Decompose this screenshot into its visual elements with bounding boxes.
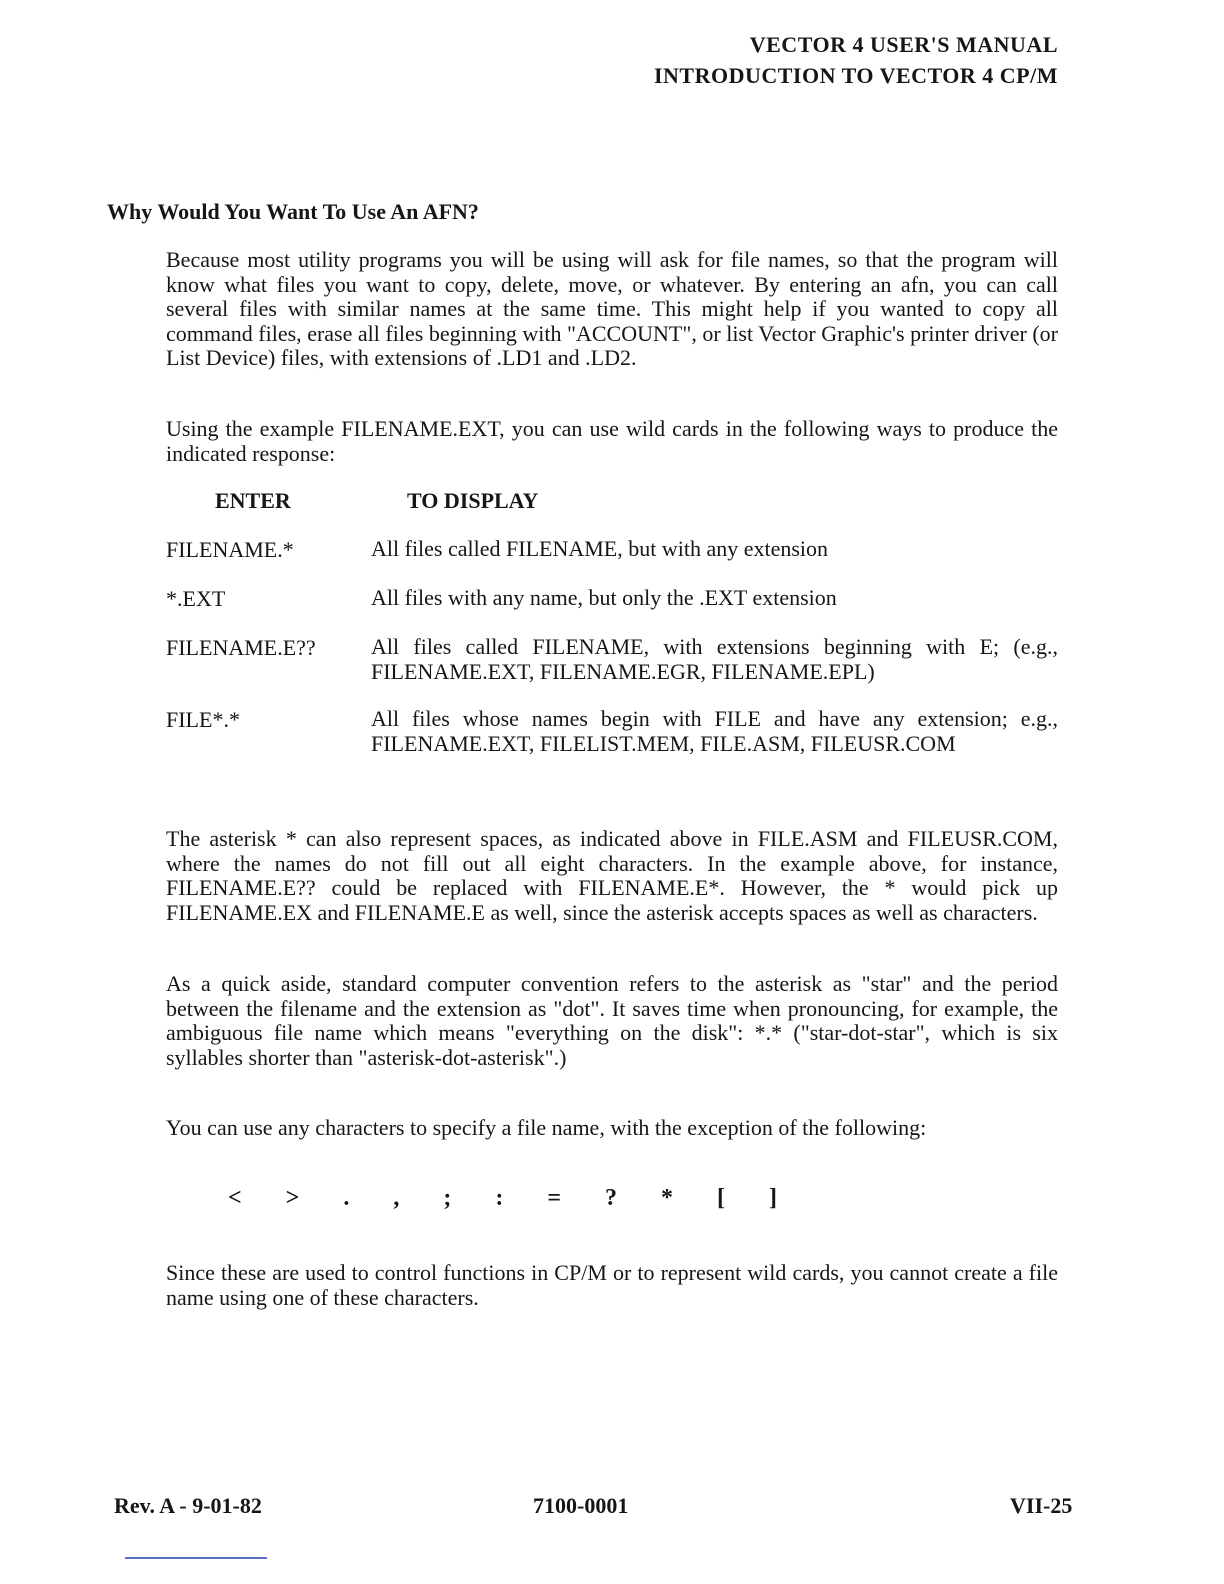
paragraph-afn-purpose: Because most utility programs you will be using will ask for file names, so that the program will know what files you want to copy, delete, move, or whatever. By entering an afn, you can call several files with similar names at the same time. This might help if you wanted to copy all command files, erase all files beginning with "ACCOUNT", or list Vector Graphic's printer driver (or List Device) files, with extensions of .LD1 and .LD2. bbox=[166, 247, 1058, 370]
table-row-display: All files with any name, but only the .EXT extension bbox=[371, 585, 837, 610]
paragraph-star-dot-convention: As a quick aside, standard computer convention refers to the asterisk as "star" and the period between the filename and the extension as "dot". It saves time when pronouncing, for example, the ambiguous file name which means "everything on the disk": *.* ("star-dot-star", which is six syllables shorter than "asterisk-dot-asterisk".) bbox=[166, 971, 1058, 1070]
table-row-enter: FILENAME.E?? bbox=[166, 635, 316, 660]
paragraph-allowed-characters: You can use any characters to specify a file name, with the exception of the following: bbox=[166, 1115, 927, 1140]
footer-page-number: VII-25 bbox=[1010, 1493, 1073, 1518]
table-row-enter: FILENAME.* bbox=[166, 537, 294, 562]
header-chapter-title: INTRODUCTION TO VECTOR 4 CP/M bbox=[653, 63, 1058, 88]
table-row-enter: *.EXT bbox=[166, 586, 226, 611]
paragraph-asterisk-spaces: The asterisk * can also represent spaces, as indicated above in FILE.ASM and FILEUSR.COM, where the names do not fill out all eight characters. In the example above, for instance, FILENAME.E?? could be replaced with FILENAME.E*. However, the * would pick up FILENAME.EX and FILENAME.E as well, since the asterisk accepts spaces as well as characters. bbox=[166, 826, 1058, 925]
table-row-display: All files whose names begin with FILE and have any extension; e.g., FILENAME.EXT, FILELIST.MEM, FILE.ASM, FILEUSR.COM bbox=[371, 706, 1058, 756]
paragraph-example-intro: Using the example FILENAME.EXT, you can use wild cards in the following ways to produce the indicated response: bbox=[166, 416, 1058, 466]
reserved-characters: < > . , ; : = ? * [ ] bbox=[228, 1185, 796, 1211]
table-row-enter: FILE*.* bbox=[166, 707, 240, 732]
column-header-enter: ENTER bbox=[215, 488, 291, 513]
footer-doc-number: 7100-0001 bbox=[533, 1493, 629, 1518]
header-manual-title: VECTOR 4 USER'S MANUAL bbox=[749, 32, 1058, 57]
section-heading: Why Would You Want To Use An AFN? bbox=[107, 199, 479, 224]
footer-revision: Rev. A - 9-01-82 bbox=[114, 1493, 262, 1518]
paragraph-control-functions: Since these are used to control functions in CP/M or to represent wild cards, you cannot create a file name using one of these characters. bbox=[166, 1260, 1058, 1310]
scan-mark-divider bbox=[125, 1557, 267, 1559]
column-header-display: TO DISPLAY bbox=[407, 488, 539, 513]
table-row-display: All files called FILENAME, with extensions beginning with E; (e.g., FILENAME.EXT, FILENAME.EGR, FILENAME.EPL) bbox=[371, 634, 1058, 684]
table-row-display: All files called FILENAME, but with any extension bbox=[371, 536, 829, 561]
